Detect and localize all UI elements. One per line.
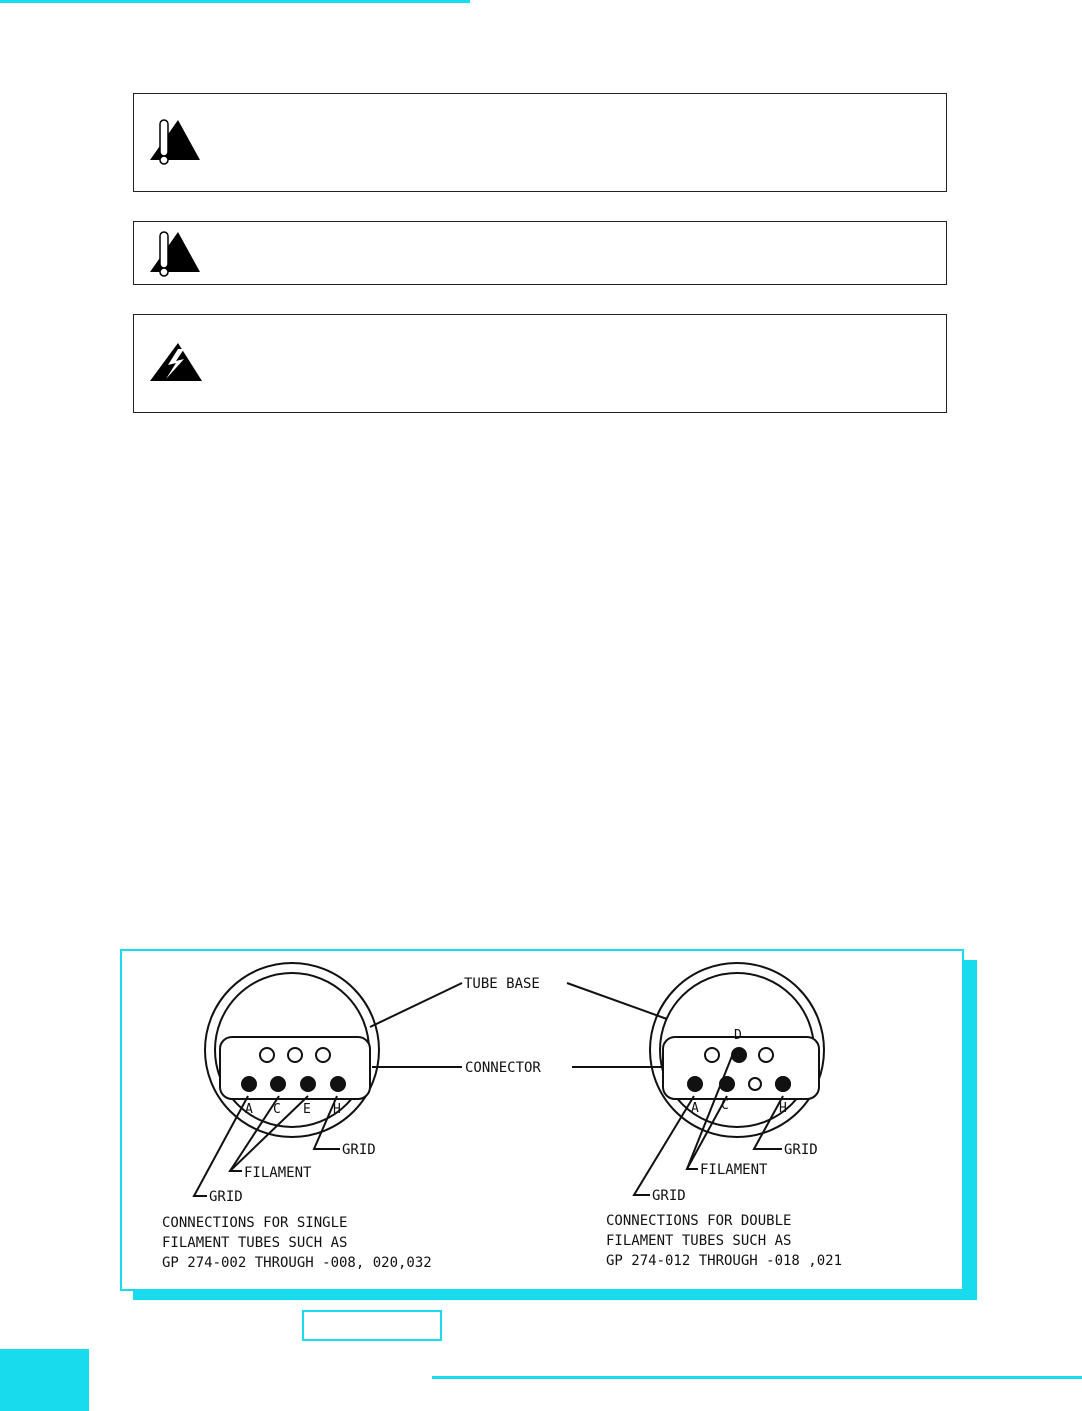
top-accent-rule (0, 0, 470, 3)
left-pin-a: A (245, 1102, 253, 1117)
tube-connector-figure (120, 949, 964, 1291)
right-caption-line1: CONNECTIONS FOR DOUBLE (606, 1213, 792, 1229)
left-caption-line2: FILAMENT TUBES SUCH AS (162, 1235, 348, 1251)
connector-label: CONNECTOR (465, 1060, 541, 1076)
left-grid-left-label: GRID (209, 1189, 243, 1205)
right-filament-label: FILAMENT (700, 1162, 768, 1178)
right-pin-c: C (721, 1098, 729, 1113)
right-connector (663, 1037, 819, 1099)
right-pin-d: D (734, 1028, 742, 1043)
tube-base-label: TUBE BASE (464, 976, 540, 992)
page-corner-tab (0, 1349, 89, 1411)
figure-caption-box (302, 1310, 442, 1341)
right-caption-line3: GP 274-012 THROUGH -018 ,021 (606, 1253, 843, 1269)
left-pin-h: H (333, 1102, 341, 1117)
caution-triangle-icon (148, 116, 202, 170)
warning-box-2 (133, 221, 947, 285)
left-pin-e: E (303, 1102, 311, 1117)
right-grid-right-label: GRID (784, 1142, 818, 1158)
right-grid-left-label: GRID (652, 1188, 686, 1204)
esd-lightning-icon (148, 339, 204, 389)
left-caption-line1: CONNECTIONS FOR SINGLE (162, 1215, 348, 1231)
connector-diagram (122, 951, 962, 1289)
left-connector (220, 1037, 370, 1099)
left-filament-label: FILAMENT (244, 1165, 312, 1181)
right-pin-h: H (779, 1101, 787, 1116)
right-pin-a: A (691, 1101, 699, 1116)
left-caption-line3: GP 274-002 THROUGH -008, 020,032 (162, 1255, 432, 1271)
esd-caution-box (133, 314, 947, 413)
bottom-accent-rule (432, 1376, 1082, 1379)
warning-box-1 (133, 93, 947, 192)
right-caption-line2: FILAMENT TUBES SUCH AS (606, 1233, 792, 1249)
caution-triangle-icon (148, 228, 202, 282)
left-grid-right-label: GRID (342, 1142, 376, 1158)
left-pin-c: C (273, 1102, 281, 1117)
